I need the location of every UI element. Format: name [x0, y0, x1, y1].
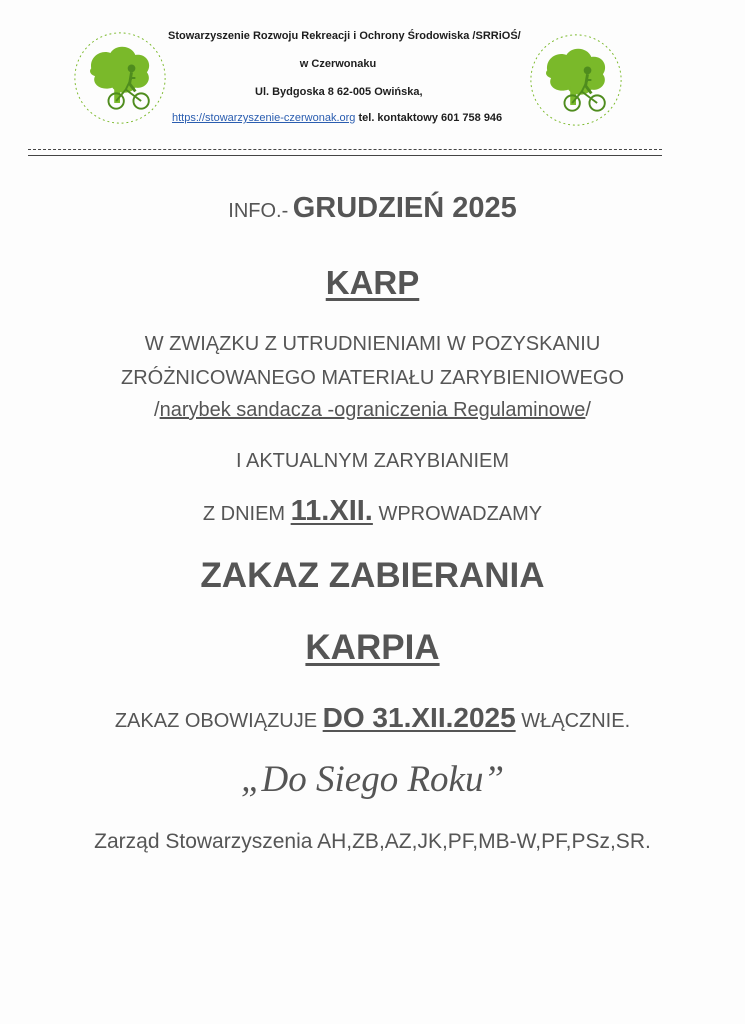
ban-subject: KARPIA [305, 628, 440, 667]
association-logo-left [72, 30, 168, 126]
tree-cyclist-logo-icon [72, 30, 168, 126]
start-date: 11.XII. [290, 495, 373, 527]
org-address: Ul. Bydgoska 8 62-005 Owińska, [255, 86, 423, 98]
header-divider-dashed [28, 149, 662, 150]
paragraph-line-3 [0, 399, 745, 422]
notice-title: KARP [325, 264, 420, 301]
board-signature: Zarząd Stowarzyszenia AH,ZB,AZ,JK,PF,MB-W,PF,PSz,SR. [94, 830, 651, 853]
paragraph-line-2: ZRÓŻNICOWANEGO MATERIAŁU ZARYBIENIOWEGO [121, 367, 624, 389]
info-heading [0, 192, 745, 225]
org-contact [172, 112, 572, 124]
validity-line [0, 702, 745, 734]
validity-suffix: WŁĄCZNIE. [521, 710, 631, 732]
website-link[interactable]: https://stowarzyszenie-czerwonak.org [172, 112, 356, 124]
paragraph-line-4: I AKTUALNYM ZARYBIANIEM [235, 450, 510, 472]
ban-heading: ZAKAZ ZABIERANIA [200, 556, 545, 595]
end-date: DO 31.XII.2025 [322, 702, 516, 733]
restriction-note: narybek sandacza -ograniczenia Regulaminowe [159, 399, 586, 421]
slash-close: / [585, 399, 591, 421]
header-divider-solid [28, 155, 662, 156]
validity-prefix: ZAKAZ OBOWIĄZUJE [114, 710, 318, 732]
date-prefix: Z DNIEM [202, 503, 286, 525]
org-city: w Czerwonaku [299, 58, 377, 70]
new-year-wish: „Do Siego Roku” [240, 759, 505, 800]
paragraph-line-1: W ZWIĄZKU Z UTRUDNIENIAMI W POZYSKANIU [144, 333, 601, 355]
info-prefix: INFO.- [228, 200, 289, 222]
date-suffix: WPROWADZAMY [378, 503, 543, 525]
info-month: GRUDZIEŃ 2025 [292, 192, 517, 224]
slash-open: / [154, 399, 160, 421]
org-name: Stowarzyszenie Rozwoju Rekreacji i Ochrony Środowiska /SRRiOŚ/ [168, 30, 521, 42]
effective-date-line [0, 495, 745, 528]
phone-number: tel. kontaktowy 601 758 946 [358, 112, 503, 124]
